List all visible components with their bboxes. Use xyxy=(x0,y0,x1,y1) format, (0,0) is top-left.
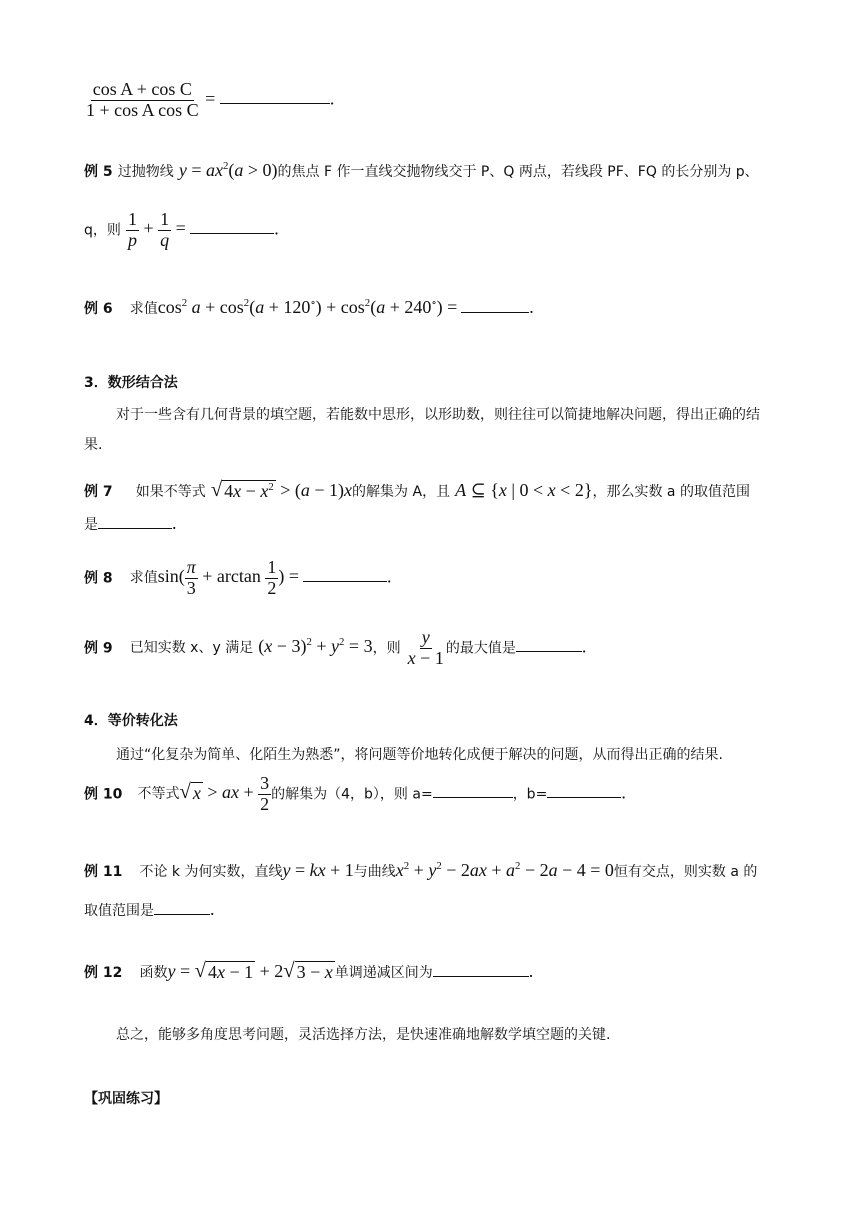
example-12: 例 12 函数y = √ 4x − 1 + 2 √ 3 − x 单调递减区间为 . xyxy=(84,960,534,982)
math-expression: sin( $\frac{\pi}{3}$ + arctan $\frac{1}{2}$ ) = xyxy=(157,557,300,598)
answer-blank[interactable] xyxy=(190,217,274,234)
math-expression: $x^2 + y^2 - 2ax + a^2 - 2a - 4 = 0$ xyxy=(395,860,614,880)
example-label: 例 6 xyxy=(84,301,113,317)
example-8: 例 8 求值sin( $\frac{\pi}{3}$ + arctan $\frac{1}{2}$ ) = . xyxy=(84,557,392,598)
math-expression: y = kx + 1 xyxy=(282,860,354,880)
math-expression: $\cos^2 a + \cos^2(a + 120^\circ) + \cos^2(a + 240^\circ)$ = xyxy=(157,297,458,317)
example-10: 例 10 不等式 √ x > ax + $\frac{3}{2}$ 的解集为（4，b），则 a= ，b= . xyxy=(84,773,626,814)
math-expression: √ x > ax + $\frac{3}{2}$ xyxy=(179,773,270,814)
section-3-body: 对于一些含有几何背景的填空题，若能数中思形，以形助数，则往往可以简捷地解决问题，得出正确的结果. xyxy=(84,407,760,453)
answer-blank[interactable] xyxy=(154,898,210,915)
example-label: 例 10 xyxy=(84,786,123,803)
example-label: 例 7 xyxy=(84,484,113,500)
section-3-heading: 3．数形结合法 xyxy=(84,375,178,391)
example-7: 例 7 如果不等式 √ $4x - x^2$ > (a − 1)x的解集为 A，且 A ⊆ {x | 0 < x < 2}，那么实数 a 的取值范围 xyxy=(84,479,750,501)
answer-blank[interactable] xyxy=(516,635,582,652)
section-4-body: 通过“化复杂为简单、化陌生为熟悉”，将问题等价地转化成便于解决的问题，从而得出正确的结果. xyxy=(116,747,723,763)
example-9: 例 9 已知实数 x、y 满足 $(x - 3)^2 + y^2 = 3$，则 $\frac{y}{x - 1}$ 的最大值是 . xyxy=(84,627,587,668)
answer-blank[interactable] xyxy=(547,781,621,798)
example-label: 例 8 xyxy=(84,570,113,587)
example-5-cont: q，则 $\frac{1}{p}$ + $\frac{1}{q}$ = . xyxy=(84,209,279,250)
practice-heading: 【巩固练习】 xyxy=(84,1091,168,1107)
answer-blank[interactable] xyxy=(461,296,529,313)
summary-text: 总之，能够多角度思考问题，灵活选择方法，是快速准确地解数学填空题的关键. xyxy=(116,1027,611,1043)
example-label: 例 11 xyxy=(84,864,123,880)
example-11-cont: 取值范围是 . xyxy=(84,899,215,919)
math-expression: A ⊆ {x | 0 < x < 2} xyxy=(455,480,593,500)
example-7-cont: 是 . xyxy=(84,513,177,533)
example-11: 例 11 不论 k 为何实数，直线y = kx + 1与曲线$x^2 + y^2 - 2ax + a^2 - 2a - 4 = 0$恒有交点，则实数 a 的 xyxy=(84,860,758,880)
answer-blank[interactable] xyxy=(433,960,529,977)
math-expression: y = √ 4x − 1 + 2 √ 3 − x xyxy=(167,960,333,982)
answer-blank[interactable] xyxy=(303,565,387,582)
math-expression: $(x - 3)^2 + y^2 = 3$ xyxy=(258,636,373,657)
math-expression: √ $4x - x^2$ > (a − 1)x xyxy=(210,479,353,501)
example-label: 例 9 xyxy=(84,640,113,657)
answer-blank[interactable] xyxy=(220,85,330,104)
example-label: 例 5 xyxy=(84,164,113,180)
math-expression: $\frac{y}{x - 1}$ xyxy=(407,627,444,668)
example-label: 例 12 xyxy=(84,965,123,981)
example-5: 例 5 过抛物线 $y = ax^2(a > 0)$的焦点 F 作一直线交抛物线交于 P、Q 两点，若线段 PF、FQ 的长分别为 p、 xyxy=(84,160,759,180)
math-expression: $\frac{1}{p}$ + $\frac{1}{q}$ = xyxy=(127,209,191,250)
answer-blank[interactable] xyxy=(98,512,172,529)
answer-blank[interactable] xyxy=(433,781,513,798)
math-expression: $y = ax^2(a > 0)$ xyxy=(178,160,278,180)
section-4-heading: 4．等价转化法 xyxy=(84,713,178,729)
top-expression: $\frac{\text{cos A + cos C}}{\text{1 + cos A cos C}}$ = . xyxy=(86,79,335,120)
example-6: 例 6 求值$\cos^2 a + \cos^2(a + 120^\circ) + \cos^2(a + 240^\circ)$ = . xyxy=(84,297,534,317)
